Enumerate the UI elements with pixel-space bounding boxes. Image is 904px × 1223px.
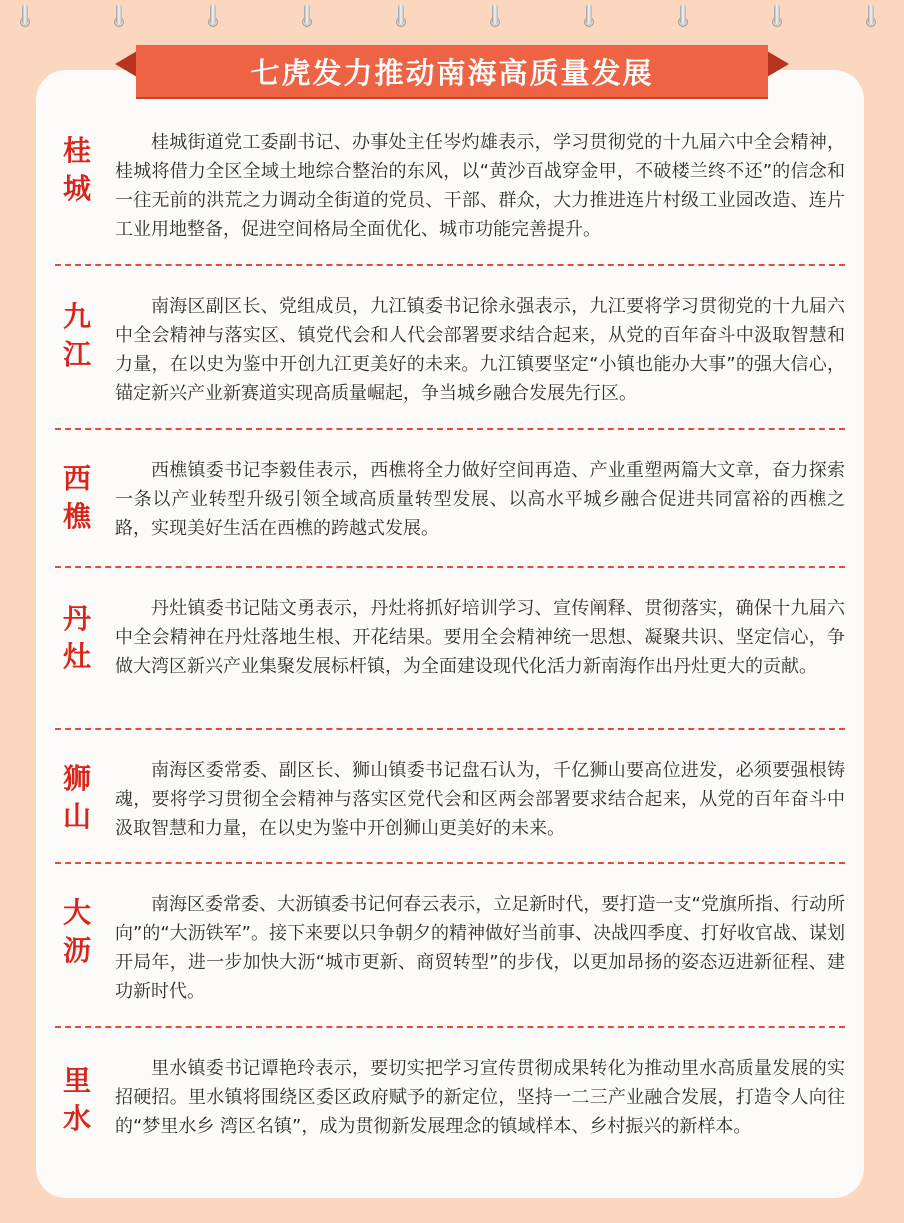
- section-label: [57, 600, 97, 676]
- section-text: 里水镇委书记谭艳玲表示，要切实把学习宣传贯彻成果转化为推动里水高质量发展的实招硬招。里水镇将围绕区委区政府赋予的新定位，坚持一二三产业融合发展，打造令人向往的“梦里水乡 湾区名镇”，成为贯彻新发展理念的镇域样本、乡村振兴的新样本。: [115, 1058, 845, 1137]
- section-text: 南海区委常委、大沥镇委书记何春云表示，立足新时代，要打造一支“党旗所指、行动所向”的“大沥铁军”。接下来要以只争朝夕的精神做好当前事、决战四季度、打好收官战、谋划开局年，进一步加快大沥“城市更新、商贸转型”的步伐，以更加昂扬的姿态迈进新征程、建功新时代。: [115, 894, 845, 1002]
- label-char: 西: [62, 462, 91, 495]
- section-text: 桂城街道党工委副书记、办事处主任岑灼雄表示，学习贯彻党的十九届六中全会精神，桂城将借力全区全域土地综合整治的东风，以“黄沙百战穿金甲，不破楼兰终不还”的信念和一往无前的洪荒之力调动全街道的党员、干部、群众，大力推进连片村级工业园改造、连片工业用地整备，促进空间格局全面优化、城市功能完善提升。: [115, 132, 845, 240]
- label-char: 丹: [62, 602, 91, 635]
- section-text: 南海区委常委、副区长、狮山镇委书记盘石认为，千亿狮山要高位进发，必须要强根铸魂，要将学习贯彻全会精神与落实区党代会和区两会部署要求结合起来，从党的百年奋斗中汲取智慧和力量，在以史为鉴中开创狮山更美好的未来。: [115, 760, 845, 839]
- binder-ring: [398, 4, 404, 24]
- section-text: 西樵镇委书记李毅佳表示，西樵将全力做好空间再造、产业重塑两篇大文章，奋力探索一条以产业转型升级引领全域高质量转型发展、以高水平城乡融合促进共同富裕的西樵之路，实现美好生活在西樵的跨越式发展。: [115, 460, 845, 539]
- label-char: 大: [62, 896, 91, 929]
- dashed-divider: [55, 1026, 845, 1028]
- label-char: 沥: [62, 934, 91, 967]
- binder-ring: [586, 4, 592, 24]
- section-label: [57, 1062, 97, 1138]
- dashed-divider: [55, 264, 845, 266]
- binder-ring: [22, 4, 28, 24]
- dashed-divider: [55, 428, 845, 430]
- binder-ring: [210, 4, 216, 24]
- section-label: [57, 760, 97, 836]
- label-char: 九: [62, 300, 91, 333]
- section-text: 南海区副区长、党组成员，九江镇委书记徐永强表示，九江要将学习贯彻党的十九届六中全会精神与落实区、镇党代会和人代会部署要求结合起来，从党的百年奋斗中汲取智慧和力量，在以史为鉴中开创九江更美好的未来。九江镇要坚定“小镇也能办大事”的强大信心，锚定新兴产业新赛道实现高质量崛起，争当城乡融合发展先行区。: [115, 296, 845, 404]
- label-char: 里: [62, 1064, 91, 1097]
- binder-ring: [304, 4, 310, 24]
- section-label: [57, 132, 97, 208]
- page-title: 七虎发力推动南海高质量发展: [250, 55, 654, 90]
- binder-ring: [492, 4, 498, 24]
- dashed-divider: [55, 566, 845, 568]
- title-banner: [136, 45, 768, 97]
- binder-ring: [116, 4, 122, 24]
- label-char: 山: [62, 800, 91, 833]
- ribbon-fold-left: [115, 51, 137, 77]
- ribbon-fold-right: [767, 51, 789, 77]
- label-char: 狮: [62, 762, 91, 795]
- binder-ring: [680, 4, 686, 24]
- section-label: [57, 298, 97, 374]
- label-char: 桂: [62, 134, 91, 167]
- label-char: 城: [62, 172, 91, 205]
- label-char: 灶: [62, 640, 91, 673]
- dashed-divider: [55, 728, 845, 730]
- label-char: 江: [62, 338, 91, 371]
- section-label: [57, 894, 97, 970]
- dashed-divider: [55, 862, 845, 864]
- section-label: [57, 460, 97, 536]
- binder-ring: [868, 4, 874, 24]
- label-char: 水: [62, 1102, 91, 1135]
- binder-ring: [774, 4, 780, 24]
- label-char: 樵: [62, 500, 91, 533]
- section-text: 丹灶镇委书记陆文勇表示，丹灶将抓好培训学习、宣传阐释、贯彻落实，确保十九届六中全会精神在丹灶落地生根、开花结果。要用全会精神统一思想、凝聚共识、坚定信心，争做大湾区新兴产业集聚发展标杆镇，为全面建设现代化活力新南海作出丹灶更大的贡献。: [115, 598, 845, 677]
